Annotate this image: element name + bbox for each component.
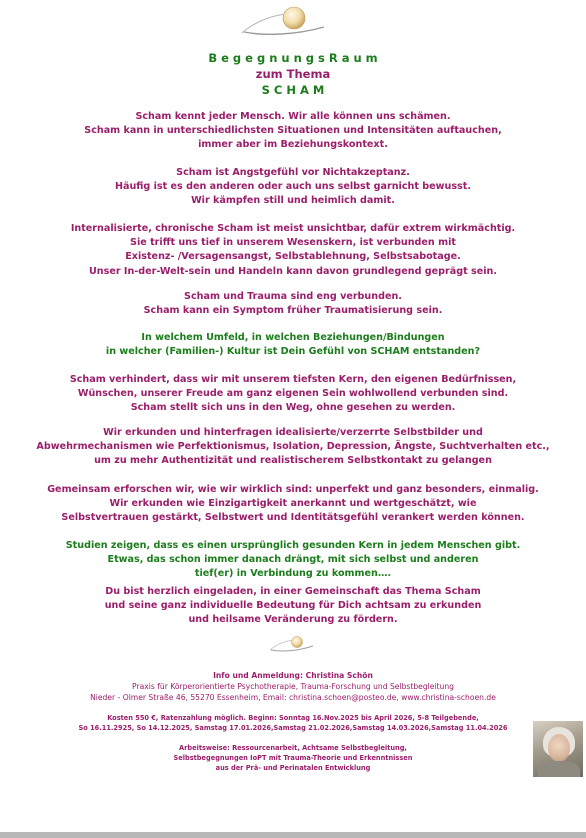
costs-line-2: So 16.11.2925, So 14.12.2025, Samstag 17.01.2026,Samstag 21.02.2026,Samstag 14.03.2026,Samstag 11.04.2026 [78, 724, 508, 732]
paragraph-invitation [0, 585, 586, 628]
text-line: Sie trifft uns tief in unserem Wesenskern, ist verbunden mit [130, 237, 456, 249]
text-line: Scham kann ein Symptom früher Traumatisierung sein. [143, 305, 443, 317]
paragraph-intro [0, 110, 586, 153]
text-line: Häufig ist es den anderen oder auch uns selbst garnicht bewusst. [114, 181, 472, 193]
paragraph-trauma [0, 290, 586, 318]
costs-line-1: Kosten 550 €, Ratenzahlung möglich. Beginn: Sonntag 16.Nov.2025 bis April 2026, 5-8 Teilgebende, [107, 714, 479, 722]
text-line: Unser In-der-Welt-sein und Handeln kann davon grundlegend geprägt sein. [88, 265, 498, 277]
page-bottom-edge [0, 832, 586, 838]
text-line: immer aber im Beziehungskontext. [198, 139, 388, 151]
text-line: Scham verhindert, dass wir mit unserem tiefsten Kern, den eigenen Bedürfnissen, [69, 374, 517, 385]
logo-small-icon [268, 634, 316, 652]
info-practice: Praxis für Körperorientierte Psychotherapie, Trauma-Forschung und Selbstbegleitung [132, 682, 454, 691]
text-line: Du bist herzlich eingeladen, in einer Gemeinschaft das Thema Scham [105, 586, 481, 597]
text-line: in welcher (Familien-) Kultur ist Dein Gefühl von SCHAM entstanden? [105, 346, 481, 358]
text-line: und seine ganz individuelle Bedeutung für Dich achtsam zu erkunden [104, 600, 482, 612]
portrait-photo [533, 721, 583, 777]
text-line: Selbstvertrauen gestärkt, Selbstwert und Identitätsgefühl verankert werden können. [61, 512, 525, 524]
paragraph-question [0, 331, 586, 359]
text-line: um zu mehr Authentizität und realistischerem Selbstkontakt zu gelangen [94, 455, 492, 467]
paragraph-together [0, 483, 586, 526]
text-line: Gemeinsam erforschen wir, wie wir wirklich sind: unperfekt und ganz besonders, einmalig. [47, 484, 539, 495]
title-line-2: zum Thema [255, 67, 331, 81]
text-line: Abwehrmechanismen wie Perfektionismus, Isolation, Depression, Ängste, Suchtverhalten etc., [36, 441, 550, 453]
info-contact: Nieder - Olmer Straße 46, 55270 Essenheim, Email: christina.schoen@posteo.de, www.christina-schoen.de [90, 693, 496, 702]
text-line: Studien zeigen, dass es einen ursprünglich gesunden Kern in jedem Menschen gibt. [65, 540, 521, 551]
text-line: Existenz- /Versagensangst, Selbstablehnung, Selbstsabotage. [125, 251, 461, 263]
method-line-3: aus der Prä- und Perinatalen Entwicklung [215, 764, 371, 772]
method-line-1: Arbeitsweise: Ressourcenarbeit, Achtsame Selbstbegleitung, [179, 744, 407, 752]
paragraph-internalized [0, 222, 586, 279]
text-line: Wir erkunden wie Einzigartigkeit anerkannt und wertgeschätzt, wie [109, 498, 477, 510]
text-line: und heilsame Veränderung zu fördern. [188, 614, 398, 626]
text-line: Internalisierte, chronische Scham ist meist unsichtbar, dafür extrem wirkmächtig. [70, 223, 516, 234]
text-line: Etwas, das schon immer danach drängt, mit sich selbst und anderen [107, 554, 479, 566]
paragraph-angst [0, 166, 586, 209]
text-line: Scham kann in unterschiedlichsten Situationen und Intensitäten auftauchen, [84, 125, 502, 137]
paragraph-studies [0, 539, 586, 582]
text-line: Wir erkunden und hinterfragen idealisierte/verzerrte Selbstbilder und [103, 427, 483, 438]
text-line: Scham und Trauma sind eng verbunden. [184, 291, 402, 302]
info-heading: Info und Anmeldung: Christina Schön [213, 671, 373, 680]
method-line-2: Selbstbegegnungen IoPT mit Trauma-Theorie und Erkenntnissen [173, 754, 413, 762]
text-line: Scham stellt sich uns in den Weg, ohne gesehen zu werden. [130, 402, 456, 414]
title-line-1: B e g e g n u n g s R a u m [208, 51, 378, 65]
text-line: Scham kennt jeder Mensch. Wir alle können uns schämen. [135, 111, 451, 122]
paragraph-prevents [0, 373, 586, 416]
text-line: In welchem Umfeld, in welchen Beziehungen/Bindungen [141, 332, 445, 343]
text-line: Wir kämpfen still und heimlich damit. [191, 195, 395, 207]
paragraph-explore [0, 426, 586, 469]
text-line: Wünschen, unserer Freude am ganz eigenen Sein wohlwollend verbunden sind. [77, 388, 509, 400]
text-line: tief(er) in Verbindung zu kommen…. [194, 568, 392, 580]
title-line-3: S C H A M [261, 83, 325, 97]
text-line: Scham ist Angstgefühl vor Nichtakzeptanz. [176, 167, 410, 178]
logo-icon [238, 2, 330, 36]
